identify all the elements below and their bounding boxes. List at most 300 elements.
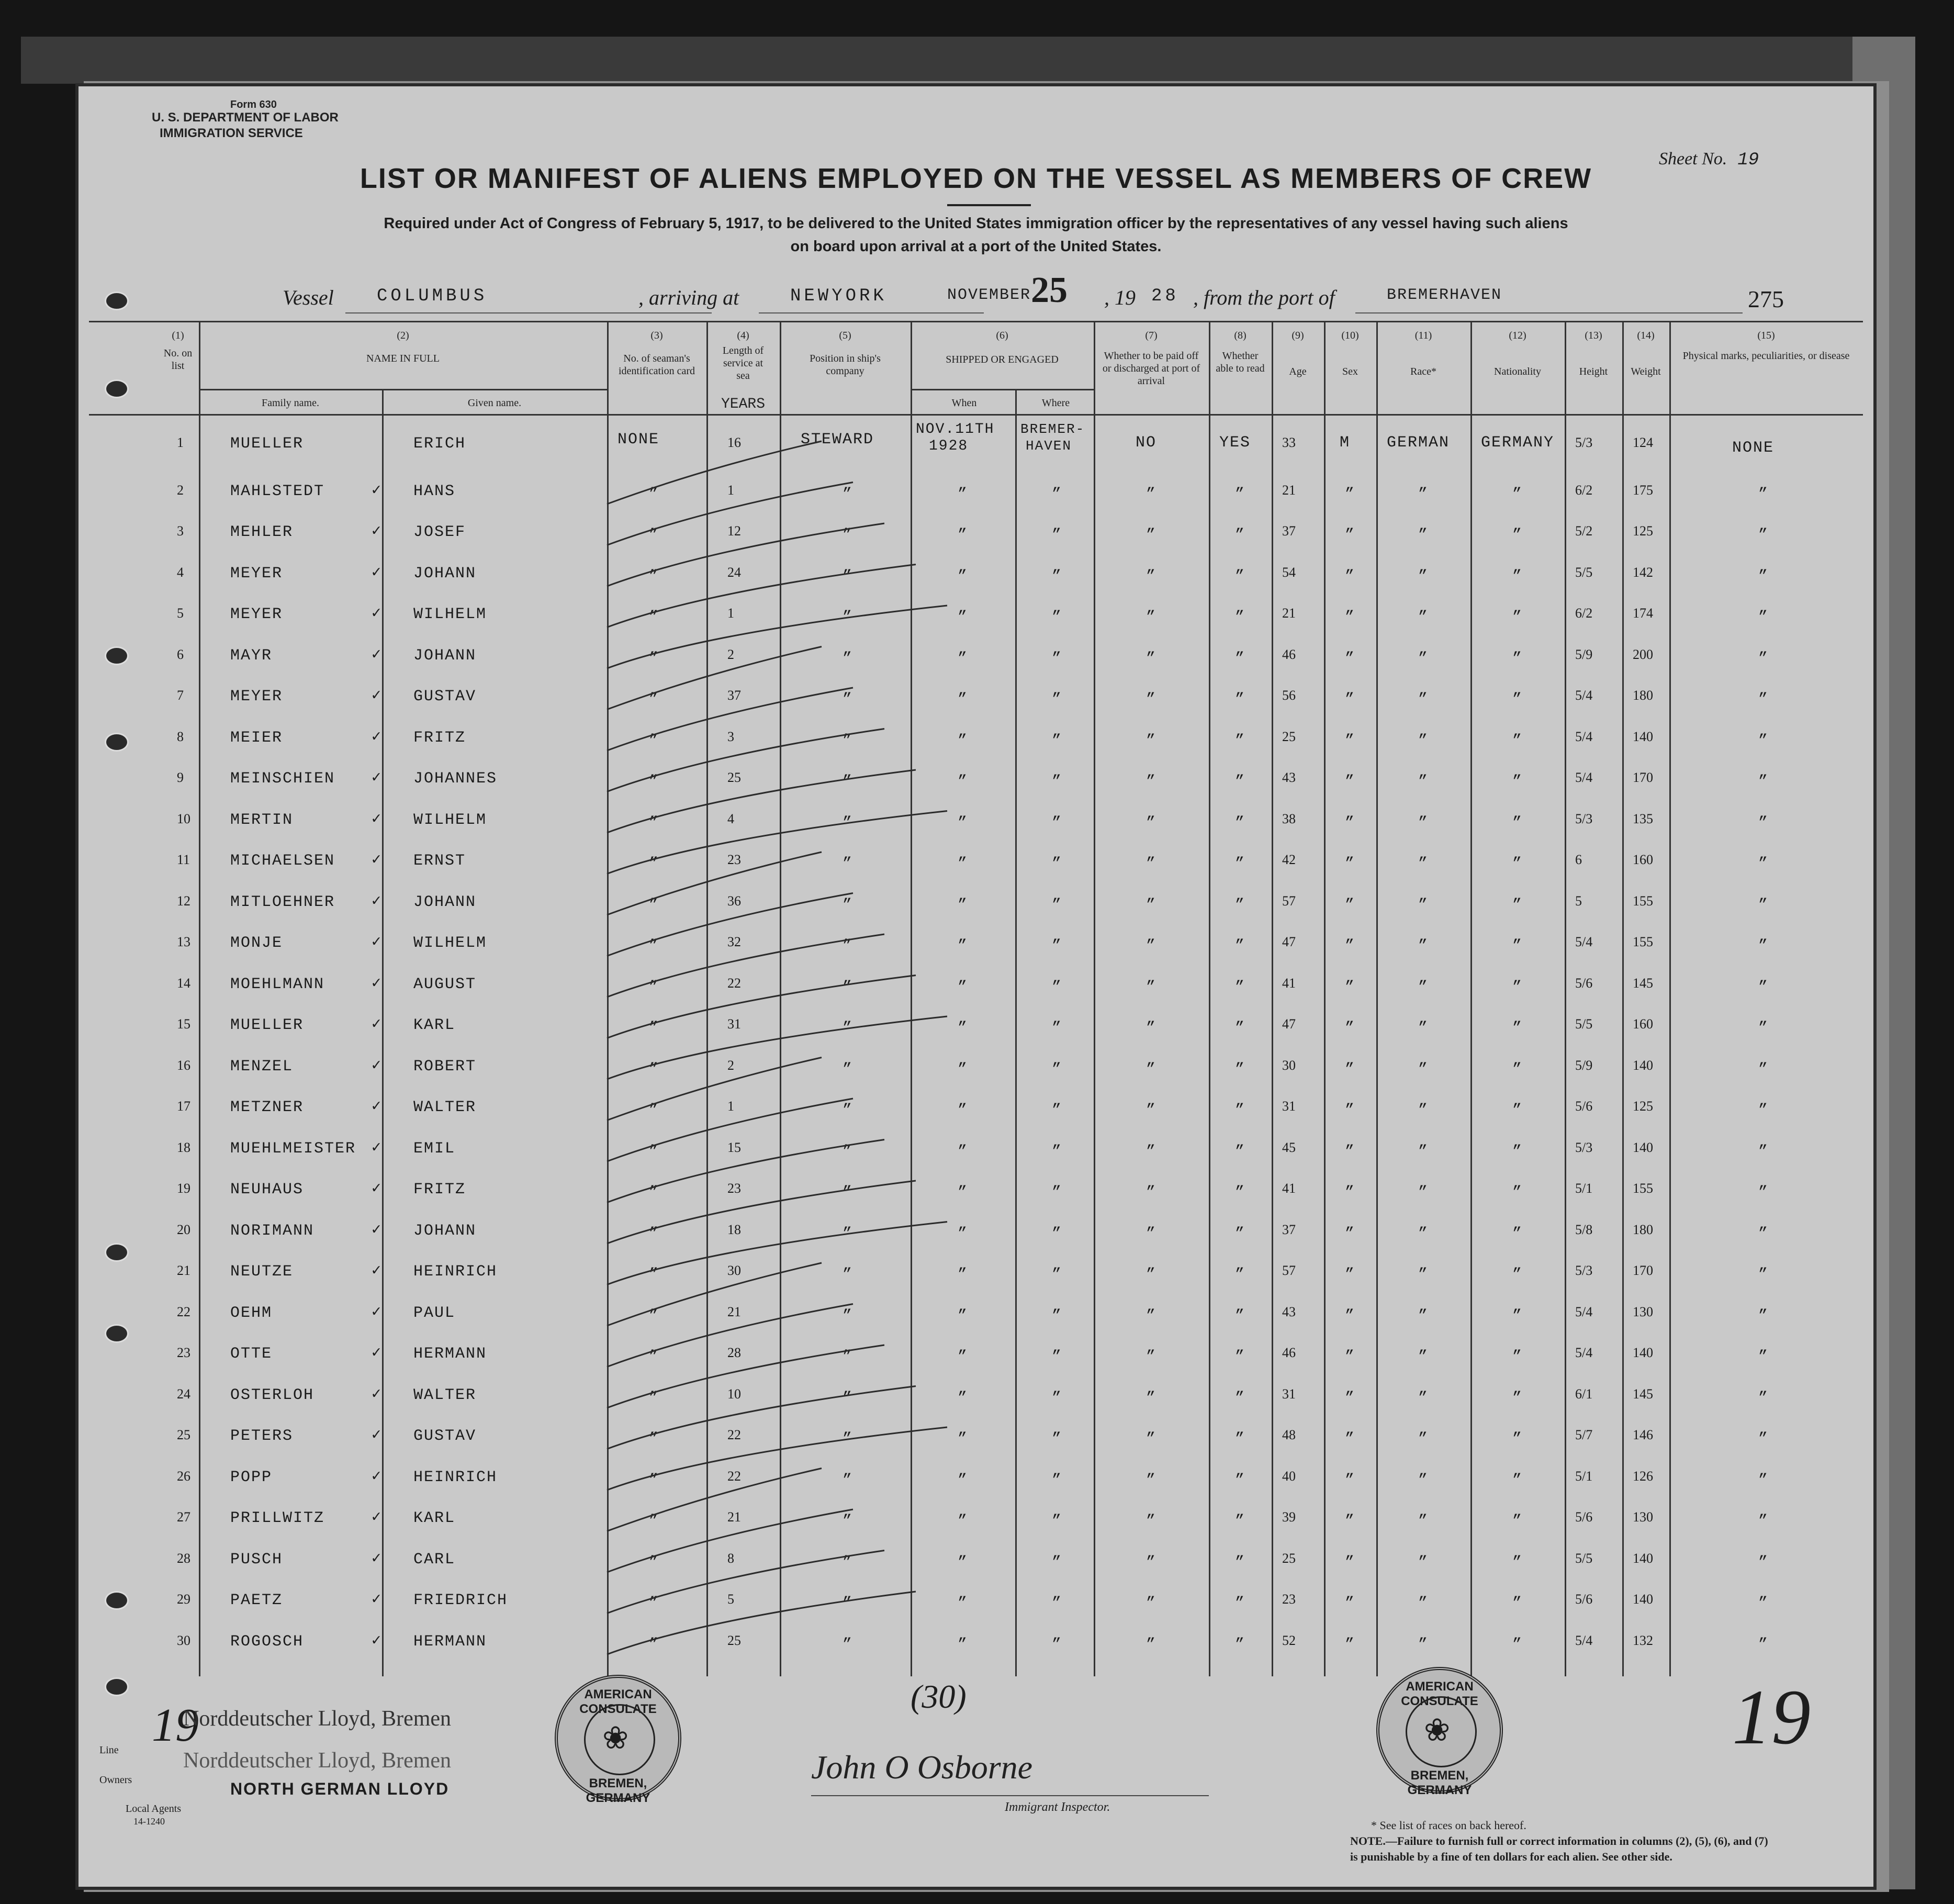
crew-given: HEINRICH: [413, 1468, 498, 1486]
crew-given: ERICH: [413, 435, 466, 453]
ditto-mark: ”: [958, 1389, 969, 1407]
crew-given: GUSTAV: [413, 688, 477, 705]
crew-given: CARL: [413, 1550, 456, 1569]
vessel-underline: [345, 312, 712, 313]
crew-weight: 140: [1633, 1139, 1653, 1155]
ditto-mark: ”: [649, 855, 660, 873]
owners-label: Owners: [99, 1774, 132, 1786]
subtitle-line-2: on board upon arrival at a port of the United States.: [790, 238, 1162, 255]
ditto-mark: ”: [958, 1471, 969, 1489]
ditto-mark: ”: [1052, 773, 1063, 791]
seal-top-text: AMERICAN CONSULATE: [579, 1687, 657, 1716]
col1-label: No. on list: [163, 348, 193, 372]
scan-background-top: [21, 37, 1852, 84]
ditto-mark: ”: [1512, 649, 1523, 668]
ditto-mark: ”: [958, 567, 969, 586]
crew-height: 5/1: [1575, 1468, 1593, 1484]
ditto-mark: ”: [1418, 1225, 1429, 1243]
ditto-mark: ”: [1235, 1266, 1246, 1284]
crew-family: PUSCH: [230, 1550, 283, 1569]
fine-note-line1: NOTE.—Failure to furnish full or correct information in columns (2), (5), (6), and (7): [1350, 1834, 1768, 1847]
arrival-month: NOVEMBER: [947, 286, 1031, 304]
crew-no: 4: [177, 564, 184, 580]
crew-age: 48: [1282, 1427, 1296, 1442]
ditto-mark: ”: [1418, 1348, 1429, 1366]
ditto-mark: ”: [649, 1184, 660, 1202]
ditto-mark: ”: [1146, 649, 1157, 668]
ditto-mark: ”: [1758, 1266, 1769, 1284]
arrival-port: NEWYORK: [790, 286, 887, 306]
check-mark-icon: ✓: [372, 1262, 383, 1280]
ditto-mark: ”: [843, 814, 854, 832]
ditto-mark: ”: [1052, 1307, 1063, 1325]
col2-label: NAME IN FULL: [366, 353, 440, 364]
ditto-mark: ”: [1235, 609, 1246, 626]
ditto-mark: ”: [1758, 937, 1769, 955]
check-mark-icon: ✓: [372, 687, 383, 705]
ditto-mark: ”: [649, 1307, 660, 1325]
crew-no: 5: [177, 606, 184, 621]
crew-years: 18: [727, 1222, 741, 1237]
crew-age: 57: [1282, 1263, 1296, 1278]
ditto-mark: ”: [1758, 978, 1769, 996]
crew-table: [78, 321, 1873, 1763]
ditto-mark: ”: [1418, 1143, 1429, 1161]
crew-age: 21: [1282, 482, 1296, 498]
arrival-day: 25: [1031, 270, 1068, 310]
ditto-mark: ”: [958, 1143, 969, 1161]
crew-weight: 180: [1633, 688, 1653, 703]
ditto-mark: ”: [1418, 732, 1429, 750]
ditto-mark: ”: [1235, 1513, 1246, 1530]
ditto-mark: ”: [1146, 527, 1157, 544]
crew-given: ERNST: [413, 852, 466, 870]
crew-age: 45: [1282, 1139, 1296, 1155]
ditto-mark: ”: [1052, 649, 1063, 668]
check-mark-icon: ✓: [372, 481, 383, 500]
departure-port: BREMERHAVEN: [1387, 286, 1502, 304]
crew-age: 38: [1282, 811, 1296, 826]
ditto-mark: ”: [958, 1060, 969, 1079]
crew-years: 36: [727, 893, 741, 909]
ditto-mark: ”: [958, 1225, 969, 1243]
ditto-mark: ”: [1512, 1553, 1523, 1572]
ditto-mark: ”: [958, 855, 969, 873]
ditto-mark: ”: [1512, 1430, 1523, 1448]
check-mark-icon: ✓: [372, 1221, 383, 1239]
ditto-mark: ”: [1146, 609, 1157, 626]
eagle-icon: ❀: [602, 1721, 629, 1755]
crew-height: 5/4: [1575, 770, 1593, 785]
pencil-stroke: [607, 934, 884, 997]
crew-family: MICHAELSEN: [230, 852, 335, 870]
crew-age: 25: [1282, 729, 1296, 744]
ditto-mark: ”: [1758, 485, 1769, 503]
ditto-mark: ”: [1146, 1060, 1157, 1079]
crew-weight: 135: [1633, 811, 1653, 826]
consulate-seal-left: [555, 1675, 681, 1805]
seal-bottom-text: BREMEN, GERMANY: [1407, 1768, 1472, 1797]
crew-no: 3: [177, 523, 184, 539]
ditto-mark: ”: [1052, 1513, 1063, 1530]
crew-family: MEIER: [230, 729, 283, 747]
ditto-mark: ”: [1418, 855, 1429, 873]
crew-family: MOEHLMANN: [230, 975, 325, 993]
col11-num: (11): [1414, 330, 1432, 341]
crew-years: 23: [727, 852, 741, 867]
check-mark-icon: ✓: [372, 852, 383, 869]
ditto-mark: ”: [1758, 1225, 1769, 1243]
ditto-mark: ”: [1758, 896, 1769, 914]
form-number: Form 630: [230, 99, 277, 110]
ditto-mark: ”: [843, 691, 854, 709]
pencil-stroke: [607, 976, 916, 1038]
races-note: * See list of races on back hereof.: [1371, 1819, 1526, 1832]
crew-age: 57: [1282, 893, 1296, 909]
ditto-mark: ”: [958, 1636, 969, 1654]
crew-given: WALTER: [413, 1386, 477, 1404]
department-name: U. S. DEPARTMENT OF LABOR: [152, 110, 339, 125]
ditto-mark: ”: [1146, 1389, 1157, 1407]
pencil-strokes: [78, 321, 1873, 1734]
crew-weight: 155: [1633, 934, 1653, 949]
signature-line: [811, 1795, 1209, 1796]
sheet-label: Sheet No.: [1659, 149, 1727, 169]
ditto-mark: ”: [1235, 773, 1246, 791]
shipped-where-line2: HAVEN: [1026, 438, 1072, 454]
ditto-mark: ”: [958, 896, 969, 914]
manifest-sheet: [78, 86, 1873, 1887]
ditto-mark: ”: [843, 1060, 854, 1079]
crew-given: WALTER: [413, 1099, 477, 1116]
crew-years: 22: [727, 1468, 741, 1484]
ditto-mark: ”: [1512, 896, 1523, 914]
crew-weight: 130: [1633, 1304, 1653, 1319]
ditto-mark: ”: [1512, 1307, 1523, 1325]
ditto-mark: ”: [1146, 896, 1157, 914]
title-rule: [947, 204, 1031, 206]
ditto-mark: ”: [1345, 937, 1356, 955]
sex-value: M: [1340, 434, 1351, 452]
ditto-mark: ”: [1052, 485, 1063, 503]
crew-height: 5/3: [1575, 1263, 1593, 1278]
crew-years: 25: [727, 1632, 741, 1648]
ditto-mark: ”: [843, 1143, 854, 1161]
crew-no: 30: [177, 1632, 190, 1648]
ditto-mark: ”: [1758, 527, 1769, 544]
ditto-mark: ”: [1758, 567, 1769, 586]
crew-given: JOHANN: [413, 1222, 477, 1240]
ditto-mark: ”: [1345, 978, 1356, 996]
crew-no: 16: [177, 1057, 190, 1073]
ditto-mark: ”: [843, 978, 854, 996]
agents-label: Local Agents: [126, 1803, 182, 1815]
check-mark-icon: ✓: [372, 1468, 383, 1486]
ditto-mark: ”: [1418, 1553, 1429, 1572]
crew-no: 19: [177, 1181, 190, 1196]
ditto-mark: ”: [1146, 937, 1157, 955]
crew-family: PRILLWITZ: [230, 1509, 325, 1527]
crew-weight: 160: [1633, 852, 1653, 867]
ditto-mark: ”: [1345, 855, 1356, 873]
ditto-mark: ”: [843, 1595, 854, 1612]
years-unit: YEARS: [721, 396, 765, 412]
ditto-mark: ”: [649, 1389, 660, 1407]
ditto-mark: ”: [958, 1020, 969, 1037]
ditto-mark: ”: [958, 1184, 969, 1202]
ditto-mark: ”: [1052, 814, 1063, 832]
ditto-mark: ”: [1512, 1348, 1523, 1366]
pencil-stroke: [607, 729, 884, 792]
ditto-mark: ”: [1235, 691, 1246, 709]
col4-num: (4): [737, 330, 749, 341]
ditto-mark: ”: [1418, 1060, 1429, 1079]
ditto-mark: ”: [1146, 567, 1157, 586]
crew-given: HERMANN: [413, 1345, 487, 1363]
ditto-mark: ”: [958, 1266, 969, 1284]
crew-height: 5/3: [1575, 1139, 1593, 1155]
ditto-mark: ”: [843, 1348, 854, 1366]
ditto-mark: ”: [1418, 1389, 1429, 1407]
card-number: NONE: [617, 431, 660, 449]
ditto-mark: ”: [1758, 1348, 1769, 1366]
crew-height: 5/7: [1575, 1427, 1593, 1442]
ditto-mark: ”: [1418, 1020, 1429, 1037]
ditto-mark: ”: [1345, 1636, 1356, 1654]
col10-label: Sex: [1342, 366, 1358, 377]
ditto-mark: ”: [1418, 1636, 1429, 1654]
crew-family: METZNER: [230, 1099, 304, 1116]
ditto-mark: ”: [1418, 1184, 1429, 1202]
crew-given: JOHANNES: [413, 770, 498, 788]
crew-family: PETERS: [230, 1427, 294, 1445]
ditto-mark: ”: [1758, 1430, 1769, 1448]
ditto-mark: ”: [1146, 978, 1157, 996]
ditto-mark: ”: [958, 1348, 969, 1366]
count-total: (30): [911, 1678, 967, 1715]
crew-age: 23: [1282, 1592, 1296, 1607]
ditto-mark: ”: [649, 1143, 660, 1161]
crew-weight: 140: [1633, 1345, 1653, 1360]
crew-height: 6/2: [1575, 482, 1593, 498]
crew-height: 6: [1575, 852, 1582, 867]
crew-height: 5/4: [1575, 729, 1593, 744]
pencil-stroke: [607, 523, 884, 586]
col13-label: Height: [1579, 366, 1608, 377]
ditto-mark: ”: [1345, 609, 1356, 626]
crew-height: 5/2: [1575, 523, 1593, 539]
crew-years: 2: [727, 1057, 734, 1073]
crew-no: 2: [177, 482, 184, 498]
col5-label: Position in ship's company: [810, 353, 881, 377]
ditto-mark: ”: [843, 485, 854, 503]
ditto-mark: ”: [649, 814, 660, 832]
crew-given: KARL: [413, 1509, 456, 1527]
ditto-mark: ”: [1512, 814, 1523, 832]
crew-weight: 160: [1633, 1016, 1653, 1032]
ditto-mark: ”: [649, 1102, 660, 1119]
ditto-mark: ”: [1052, 1553, 1063, 1572]
page-title: LIST OR MANIFEST OF ALIENS EMPLOYED ON THE VESSEL AS MEMBERS OF CREW: [360, 163, 1592, 194]
crew-no: 9: [177, 770, 184, 785]
col13-num: (13): [1585, 330, 1602, 341]
ditto-mark: ”: [1512, 1102, 1523, 1119]
crew-weight: 174: [1633, 606, 1653, 621]
crew-no: 8: [177, 729, 184, 744]
ditto-mark: ”: [843, 609, 854, 626]
ditto-mark: ”: [1512, 1471, 1523, 1489]
check-mark-icon: ✓: [372, 1509, 383, 1527]
crew-age: 47: [1282, 934, 1296, 949]
ditto-mark: ”: [1418, 649, 1429, 668]
ditto-mark: ”: [1418, 978, 1429, 996]
crew-family: MUELLER: [230, 435, 304, 453]
ditto-mark: ”: [1235, 1595, 1246, 1612]
ditto-mark: ”: [1418, 527, 1429, 544]
crew-given: AUGUST: [413, 975, 477, 993]
ditto-mark: ”: [1418, 1513, 1429, 1530]
col14-num: (14): [1637, 330, 1655, 341]
crew-weight: 142: [1633, 564, 1653, 580]
ditto-mark: ”: [1146, 1471, 1157, 1489]
ditto-mark: ”: [1512, 732, 1523, 750]
ditto-mark: ”: [1146, 1636, 1157, 1654]
crew-no: 1: [177, 435, 184, 450]
nationality-value: GERMANY: [1481, 434, 1555, 452]
crew-age: 43: [1282, 1304, 1296, 1319]
crew-weight: 155: [1633, 893, 1653, 909]
ditto-mark: ”: [1418, 773, 1429, 791]
crew-family: PAETZ: [230, 1592, 283, 1609]
ditto-mark: ”: [958, 978, 969, 996]
ditto-mark: ”: [1052, 1595, 1063, 1612]
from-label: , from the port of: [1193, 286, 1335, 309]
ditto-mark: ”: [1758, 814, 1769, 832]
crew-no: 20: [177, 1222, 190, 1237]
check-mark-icon: ✓: [372, 564, 383, 582]
col6-num: (6): [996, 330, 1008, 341]
ditto-mark: ”: [1146, 1430, 1157, 1448]
crew-years: 16: [727, 435, 741, 450]
ditto-mark: ”: [958, 773, 969, 791]
col9-num: (9): [1292, 330, 1304, 341]
crew-weight: 175: [1633, 482, 1653, 498]
crew-family: NEUHAUS: [230, 1181, 304, 1199]
ditto-mark: ”: [1512, 1143, 1523, 1161]
pencil-stroke: [607, 1386, 916, 1449]
crew-weight: 146: [1633, 1427, 1653, 1442]
crew-no: 24: [177, 1386, 190, 1402]
ditto-mark: ”: [1512, 1184, 1523, 1202]
crew-given: HERMANN: [413, 1632, 487, 1651]
crew-age: 42: [1282, 852, 1296, 867]
vessel-name: COLUMBUS: [377, 286, 488, 306]
crew-no: 12: [177, 893, 190, 909]
ditto-mark: ”: [1758, 855, 1769, 873]
ditto-mark: ”: [649, 1020, 660, 1037]
crew-height: 5/9: [1575, 1057, 1593, 1073]
ditto-mark: ”: [1345, 1553, 1356, 1572]
crew-height: 5: [1575, 893, 1582, 909]
ditto-mark: ”: [1758, 1389, 1769, 1407]
ditto-mark: ”: [1235, 1143, 1246, 1161]
crew-family: MERTIN: [230, 811, 294, 829]
paid-off-value: NO: [1136, 434, 1157, 452]
ditto-mark: ”: [1052, 1225, 1063, 1243]
ditto-mark: ”: [1418, 609, 1429, 626]
ditto-mark: ”: [649, 1225, 660, 1243]
crew-family: ROGOSCH: [230, 1632, 304, 1651]
check-mark-icon: ✓: [372, 810, 383, 828]
ditto-mark: ”: [1345, 732, 1356, 750]
crew-age: 56: [1282, 688, 1296, 703]
line-label: Line: [99, 1744, 119, 1756]
crew-family: POPP: [230, 1468, 273, 1486]
ditto-mark: ”: [1758, 1471, 1769, 1489]
crew-given: JOHANN: [413, 564, 477, 583]
crew-age: 21: [1282, 606, 1296, 621]
ditto-mark: ”: [843, 773, 854, 791]
ditto-mark: ”: [1345, 567, 1356, 586]
ditto-mark: ”: [958, 1553, 969, 1572]
ditto-mark: ”: [1052, 896, 1063, 914]
crew-given: JOHANN: [413, 893, 477, 911]
ditto-mark: ”: [958, 814, 969, 832]
ditto-mark: ”: [1146, 1225, 1157, 1243]
ditto-mark: ”: [843, 1471, 854, 1489]
ditto-mark: ”: [1146, 1513, 1157, 1530]
crew-no: 10: [177, 811, 190, 826]
ditto-mark: ”: [1235, 937, 1246, 955]
ditto-mark: ”: [1758, 1143, 1769, 1161]
ditto-mark: ”: [1512, 1513, 1523, 1530]
ditto-mark: ”: [1418, 1266, 1429, 1284]
crew-weight: 132: [1633, 1632, 1653, 1648]
crew-age: 43: [1282, 770, 1296, 785]
shipped-when-line2: 1928: [929, 438, 969, 454]
ditto-mark: ”: [1345, 1020, 1356, 1037]
ditto-mark: ”: [1758, 1020, 1769, 1037]
ditto-mark: ”: [1052, 978, 1063, 996]
crew-family: NEUTZE: [230, 1263, 294, 1281]
ditto-mark: ”: [1345, 1266, 1356, 1284]
pencil-stroke: [607, 1551, 884, 1614]
crew-height: 6/2: [1575, 606, 1593, 621]
crew-family: MAYR: [230, 646, 273, 665]
ditto-mark: ”: [1758, 1102, 1769, 1119]
subtitle-line-1: Required under Act of Congress of February 5, 1917, to be delivered to the United States immigration officer by the representatives of any vessel having such aliens: [384, 215, 1568, 232]
ditto-mark: ”: [1345, 485, 1356, 503]
crew-weight: 180: [1633, 1222, 1653, 1237]
crew-age: 41: [1282, 975, 1296, 991]
crew-height: 5/6: [1575, 1099, 1593, 1114]
ditto-mark: ”: [649, 1471, 660, 1489]
ditto-mark: ”: [649, 978, 660, 996]
crew-family: MEINSCHIEN: [230, 770, 335, 788]
col8-label: Whether able to read: [1216, 350, 1265, 374]
arrival-year: 28: [1151, 286, 1179, 306]
crew-height: 5/4: [1575, 1304, 1593, 1319]
crew-years: 12: [727, 523, 741, 539]
subtitle: [235, 212, 1716, 258]
ditto-mark: ”: [1512, 1389, 1523, 1407]
crew-years: 24: [727, 564, 741, 580]
ditto-mark: ”: [1758, 691, 1769, 709]
crew-family: MAHLSTEDT: [230, 482, 325, 500]
crew-weight: 170: [1633, 1263, 1653, 1278]
pencil-stroke: [607, 770, 916, 833]
ditto-mark: ”: [1512, 1225, 1523, 1243]
